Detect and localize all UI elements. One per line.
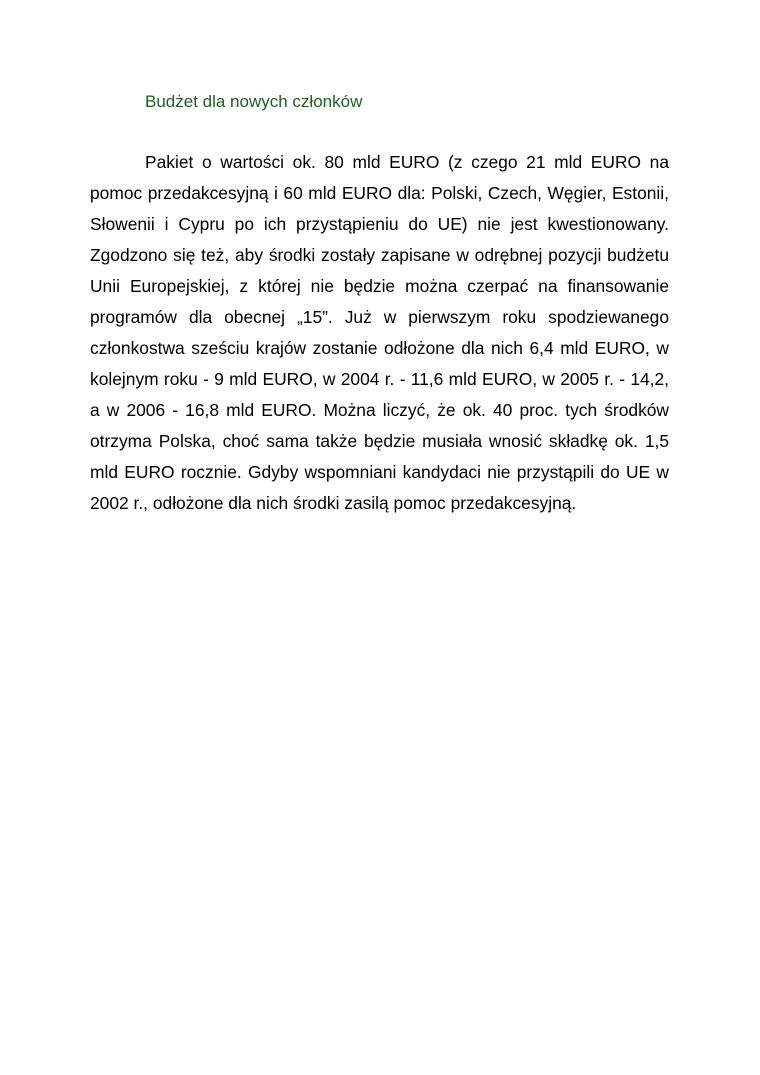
section-heading: Budżet dla nowych członków [145, 92, 363, 111]
body-paragraph: Pakiet o wartości ok. 80 mld EURO (z czego 21 mld EURO na pomoc przedakcesyjną i 60 mld EURO dla: Polski, Czech, Węgier, Estonii, Słowenii i Cypru po ich przystąpieniu do UE) nie jest kwestionowany. Zgodzono się też, aby środki zostały zapisane w odrębnej pozycji budżetu Unii Europejskiej, z której nie będzie można czerpać na finansowanie programów dla obecnej „15”. Już w pierwszym roku spodziewanego członkostwa sześciu krajów zostanie odłożone dla nich 6,4 mld EURO, w kolejnym roku - 9 mld EURO, w 2004 r. - 11,6 mld EURO, w 2005 r. - 14,2, a w 2006 - 16,8 mld EURO. Można liczyć, że ok. 40 proc. tych środków otrzyma Polska, choć sama także będzie musiała wnosić składkę ok. 1,5 mld EURO rocznie. Gdyby wspomniani kandydaci nie przystąpili do UE w 2002 r., odłożone dla nich środki zasilą pomoc przedakcesyjną. [90, 152, 669, 513]
